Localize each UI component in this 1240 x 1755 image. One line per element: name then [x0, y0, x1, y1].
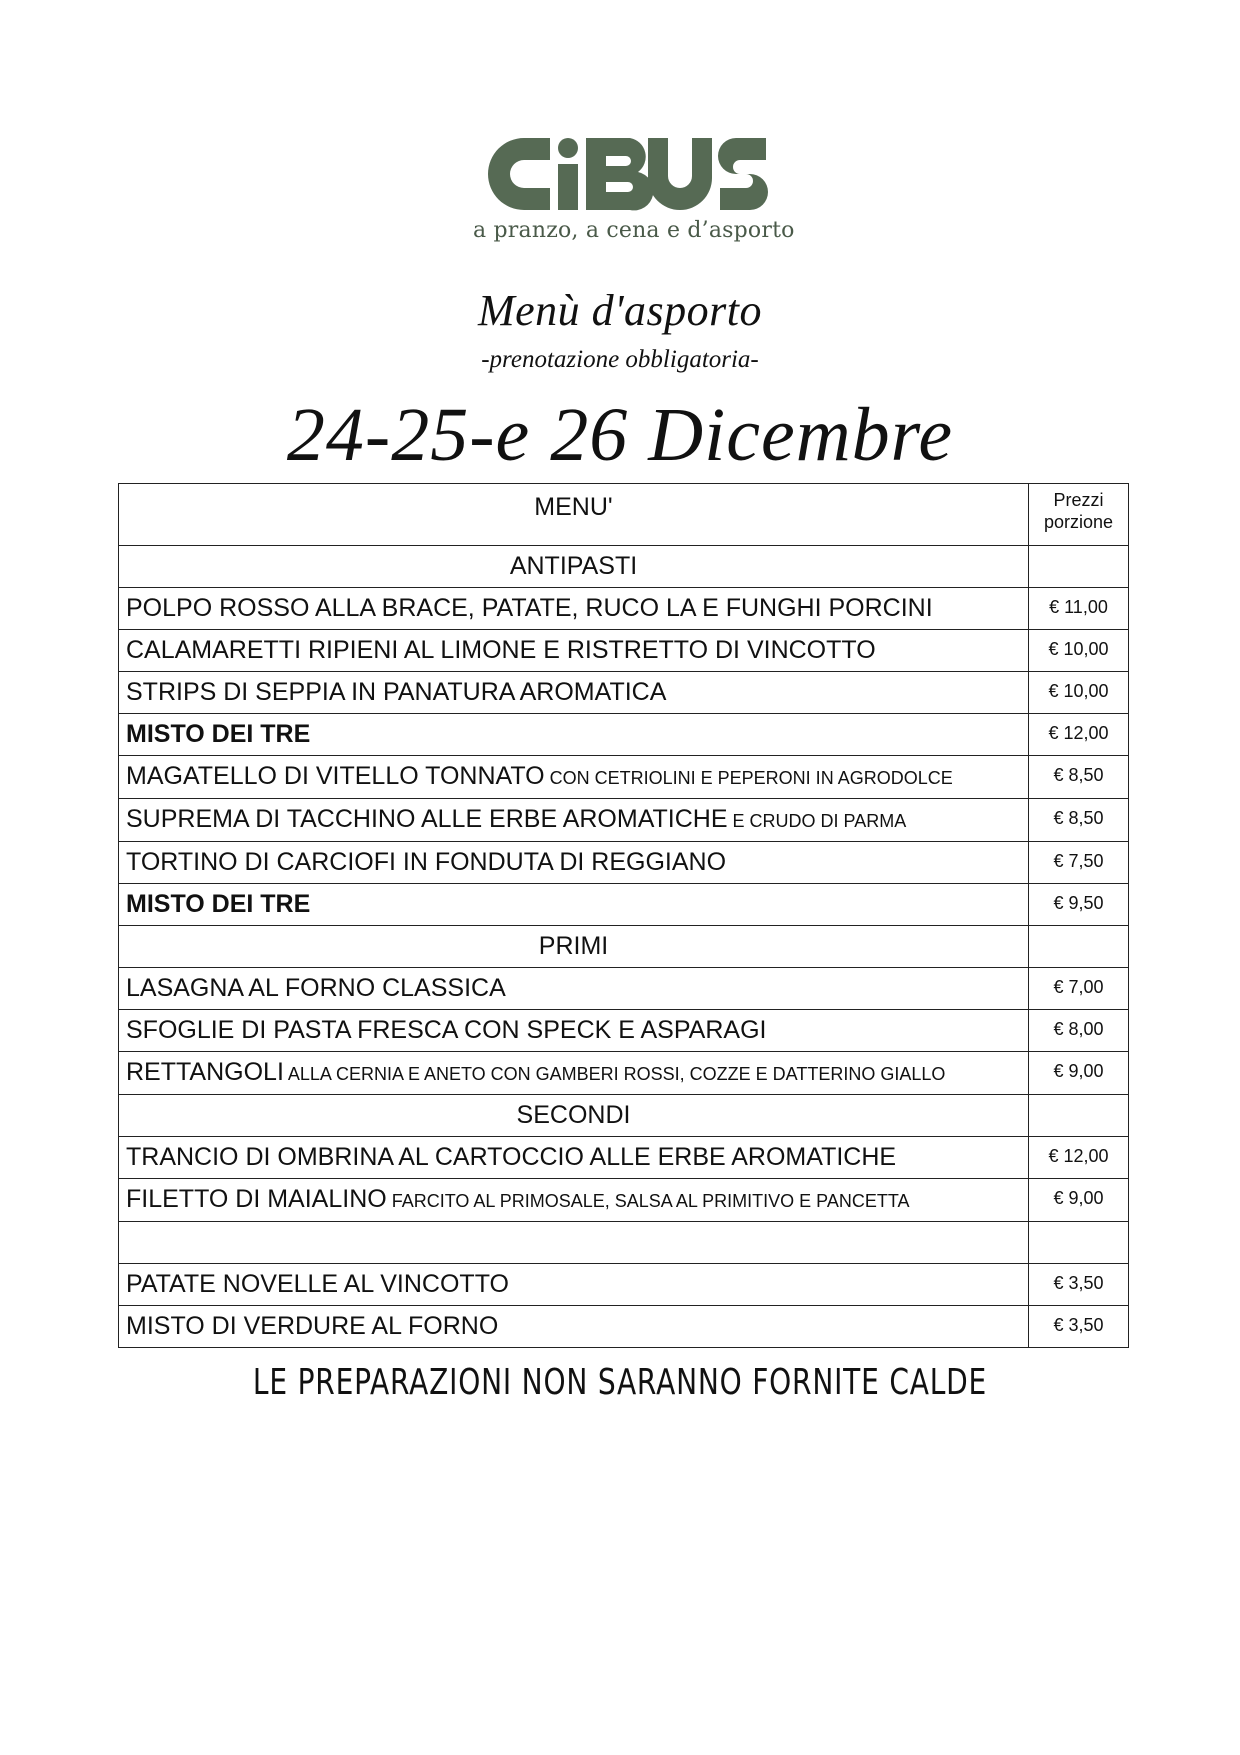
menu-item-detail: FARCITO AL PRIMOSALE, SALSA AL PRIMITIVO E PANCETTA: [386, 1191, 910, 1211]
menu-item-row: [119, 842, 1129, 884]
section-row: [119, 1222, 1129, 1264]
menu-dates: 24-25-e 26 Dicembre: [286, 393, 954, 477]
menu-item-price: € 8,50: [1029, 799, 1129, 842]
section-label: SECONDI: [119, 1095, 1029, 1137]
menu-subtitle: -prenotazione obbligatoria-: [481, 346, 759, 373]
menu-item-price: € 12,00: [1029, 714, 1129, 756]
menu-item-cell: [119, 1010, 1029, 1052]
menu-item-price: € 12,00: [1029, 1137, 1129, 1179]
menu-item-name: MAGATELLO DI VITELLO TONNATO: [126, 762, 545, 790]
menu-item-name: MISTO DEI TRE: [126, 890, 311, 918]
menu-title: Menù d'asporto: [477, 286, 763, 335]
section-label: PRIMI: [119, 926, 1029, 968]
menu-item-cell: [119, 630, 1029, 672]
menu-item-price: € 3,50: [1029, 1264, 1129, 1306]
menu-item-price: € 10,00: [1029, 630, 1129, 672]
menu-item-detail: CON CETRIOLINI E PEPERONI IN AGRODOLCE: [544, 768, 953, 788]
menu-item-row: [119, 672, 1129, 714]
menu-item-price: € 11,00: [1029, 588, 1129, 630]
menu-item-row: [119, 588, 1129, 630]
menu-item-row: [119, 630, 1129, 672]
menu-item-row: [119, 1010, 1129, 1052]
menu-item-detail: ALLA CERNIA E ANETO CON GAMBERI ROSSI, COZZE E DATTERINO GIALLO: [283, 1064, 946, 1084]
menu-item-price: € 7,50: [1029, 842, 1129, 884]
menu-item-row: [119, 968, 1129, 1010]
menu-item-cell: [119, 588, 1029, 630]
notice-text: LE PREPARAZIONI NON SARANNO FORNITE CALDE: [252, 1362, 988, 1403]
menu-item-row: [119, 714, 1129, 756]
section-label: ANTIPASTI: [119, 546, 1029, 588]
menu-item-name: POLPO ROSSO ALLA BRACE, PATATE, RUCO LA E FUNGHI PORCINI: [126, 594, 933, 622]
section-row: [119, 1095, 1129, 1137]
section-price-cell: [1029, 926, 1129, 968]
section-row: [119, 926, 1129, 968]
menu-item-name: RETTANGOLI: [126, 1058, 284, 1086]
header-menu: MENU': [119, 484, 1029, 546]
menu-item-cell: [119, 672, 1029, 714]
menu-item-price: € 9,00: [1029, 1052, 1129, 1095]
menu-item-price: € 8,50: [1029, 756, 1129, 799]
section-label: [119, 1222, 1029, 1264]
section-price-cell: [1029, 1222, 1129, 1264]
logo-wordmark: [480, 136, 770, 212]
menu-item-row: [119, 1137, 1129, 1179]
menu-item-price: € 8,00: [1029, 1010, 1129, 1052]
menu-item-price: € 10,00: [1029, 672, 1129, 714]
menu-item-cell: [119, 1306, 1029, 1348]
menu-item-cell: [119, 1052, 1029, 1095]
menu-item-name: CALAMARETTI RIPIENI AL LIMONE E RISTRETTO DI VINCOTTO: [126, 636, 876, 664]
menu-item-row: [119, 799, 1129, 842]
section-price-cell: [1029, 546, 1129, 588]
menu-item-cell: [119, 842, 1029, 884]
menu-item-name: LASAGNA AL FORNO CLASSICA: [126, 974, 506, 1002]
menu-item-cell: [119, 1264, 1029, 1306]
section-row: [119, 546, 1129, 588]
menu-item-name: TRANCIO DI OMBRINA AL CARTOCCIO ALLE ERBE AROMATICHE: [126, 1143, 897, 1171]
table-header-row: [119, 484, 1129, 546]
menu-item-name: STRIPS DI SEPPIA IN PANATURA AROMATICA: [126, 678, 667, 706]
menu-item-cell: [119, 799, 1029, 842]
menu-item-price: € 3,50: [1029, 1306, 1129, 1348]
menu-item-row: [119, 1306, 1129, 1348]
menu-table: [118, 483, 1129, 1348]
menu-item-name: MISTO DEI TRE: [126, 720, 311, 748]
menu-item-name: FILETTO DI MAIALINO: [126, 1185, 387, 1213]
menu-item-price: € 7,00: [1029, 968, 1129, 1010]
menu-item-name: PATATE NOVELLE AL VINCOTTO: [126, 1270, 509, 1298]
header-price: Prezzi porzione: [1029, 484, 1129, 546]
menu-item-cell: [119, 1137, 1029, 1179]
menu-item-row: [119, 756, 1129, 799]
menu-item-row: [119, 1179, 1129, 1222]
menu-item-row: [119, 1052, 1129, 1095]
menu-item-price: € 9,50: [1029, 884, 1129, 926]
menu-item-cell: [119, 714, 1029, 756]
menu-item-name: TORTINO DI CARCIOFI IN FONDUTA DI REGGIANO: [126, 848, 727, 876]
section-price-cell: [1029, 1095, 1129, 1137]
menu-item-name: MISTO DI VERDURE AL FORNO: [126, 1312, 499, 1340]
menu-item-cell: [119, 884, 1029, 926]
menu-item-cell: [119, 1179, 1029, 1222]
menu-item-row: [119, 1264, 1129, 1306]
menu-item-name: SFOGLIE DI PASTA FRESCA CON SPECK E ASPARAGI: [126, 1016, 767, 1044]
menu-item-row: [119, 884, 1129, 926]
menu-item-cell: [119, 756, 1029, 799]
menu-item-cell: [119, 968, 1029, 1010]
menu-item-detail: E CRUDO DI PARMA: [727, 811, 907, 831]
logo: [470, 136, 795, 251]
menu-item-name: SUPREMA DI TACCHINO ALLE ERBE AROMATICHE: [126, 805, 728, 833]
logo-tagline: a pranzo, a cena e d’asporto: [473, 218, 795, 243]
menu-item-price: € 9,00: [1029, 1179, 1129, 1222]
